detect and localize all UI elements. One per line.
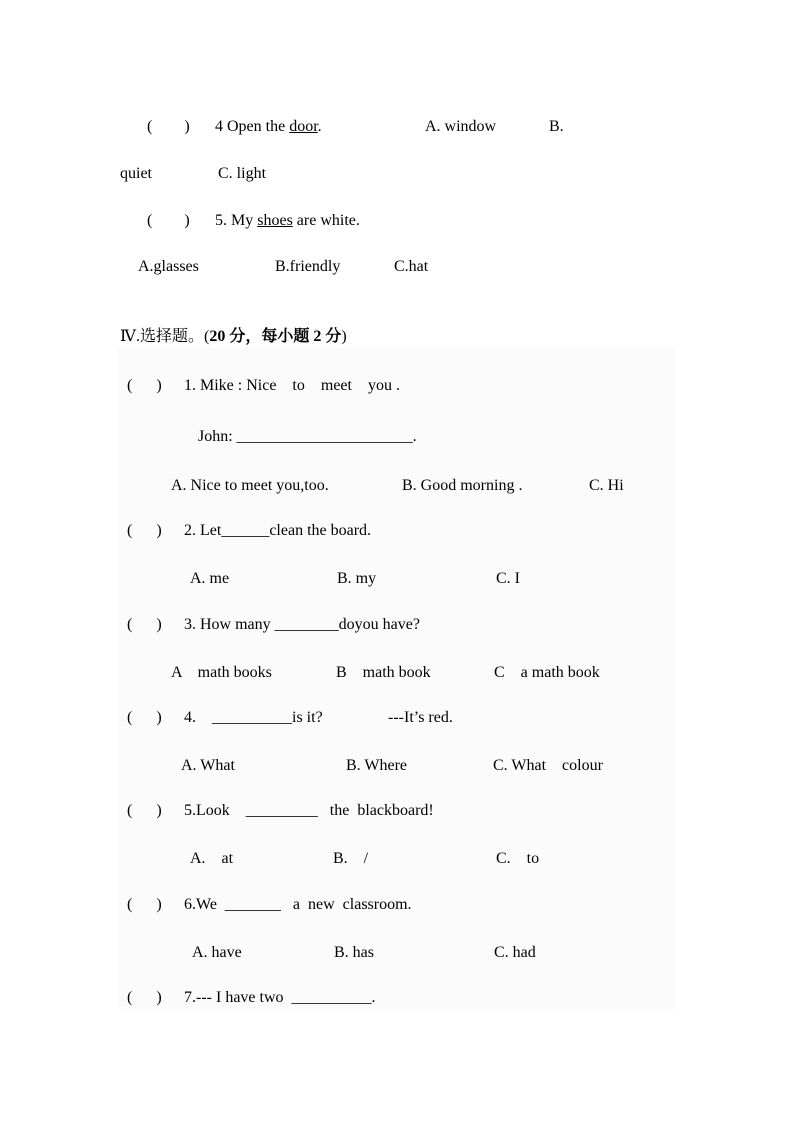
mc6-stem: 6.We _______ a new classroom. bbox=[184, 896, 412, 913]
section-heading bbox=[120, 327, 347, 347]
mc6-answer-blank: ( ) bbox=[127, 896, 162, 913]
q4-stem bbox=[215, 117, 322, 137]
mc5-option-c: C. to bbox=[496, 850, 540, 867]
q4-underlined-word: door bbox=[289, 118, 318, 135]
q5-stem-text: 5. My bbox=[215, 212, 258, 229]
mc4-reply: ---It’s red. bbox=[388, 709, 453, 726]
mc3-stem: 3. How many ________doyou have? bbox=[184, 616, 420, 633]
q4-option-c: C. light bbox=[218, 165, 267, 182]
mc3-option-c: C a math book bbox=[494, 664, 600, 681]
mc3-option-b: B math book bbox=[336, 664, 431, 681]
q4-stem-end: . bbox=[317, 118, 322, 135]
mc2-option-a: A. me bbox=[190, 570, 230, 587]
mc5-option-b: B. / bbox=[333, 850, 369, 867]
mc2-answer-blank: ( ) bbox=[127, 522, 162, 539]
q4-option-b-cont: quiet bbox=[120, 165, 152, 182]
mc4-answer-blank: ( ) bbox=[127, 709, 162, 726]
mc4-option-b: B. Where bbox=[346, 757, 408, 774]
mc1-stem: 1. Mike : Nice to meet you . bbox=[184, 377, 400, 394]
q5-stem bbox=[215, 211, 360, 231]
heading-suffix: ) bbox=[341, 328, 347, 345]
q4-option-a: A. window bbox=[425, 118, 497, 135]
mc5-option-a: A. at bbox=[190, 850, 234, 867]
q4-option-b: B. bbox=[549, 118, 564, 135]
mc5-answer-blank: ( ) bbox=[127, 802, 162, 819]
q5-option-c: C.hat bbox=[394, 258, 429, 275]
q5-option-a: A.glasses bbox=[138, 258, 199, 275]
q5-underlined-word: shoes bbox=[257, 212, 293, 229]
mc6-option-c: C. had bbox=[494, 944, 536, 961]
q5-answer-blank: ( ) bbox=[147, 212, 190, 229]
q4-answer-blank: ( ) bbox=[147, 118, 190, 135]
mc4-stem: 4. __________is it? bbox=[184, 709, 323, 726]
mc3-option-a: A math books bbox=[171, 664, 272, 681]
mc1-option-b: B. Good morning . bbox=[402, 477, 523, 494]
q5-stem-end: are white. bbox=[292, 212, 360, 229]
mc3-answer-blank: ( ) bbox=[127, 616, 162, 633]
heading-prefix: Ⅳ.选择题。( bbox=[120, 328, 210, 345]
mc6-option-b: B. has bbox=[334, 944, 374, 961]
mc7-answer-blank: ( ) bbox=[127, 989, 162, 1006]
mc2-option-b: B. my bbox=[337, 570, 377, 587]
mc6-option-a: A. have bbox=[192, 944, 242, 961]
mc1-dialogue-line: John: ______________________. bbox=[198, 428, 417, 445]
q4-stem-text: 4 Open the bbox=[215, 118, 290, 135]
mc5-stem: 5.Look _________ the blackboard! bbox=[184, 802, 434, 819]
q5-option-b: B.friendly bbox=[275, 258, 341, 275]
heading-score: 20 分，每小题 2 分 bbox=[209, 328, 342, 345]
mc1-option-a: A. Nice to meet you,too. bbox=[171, 477, 329, 494]
mc1-option-c: C. Hi bbox=[589, 477, 624, 494]
mc2-stem: 2. Let______clean the board. bbox=[184, 522, 372, 539]
mc1-answer-blank: ( ) bbox=[127, 377, 162, 394]
mc2-option-c: C. I bbox=[496, 570, 520, 587]
mc7-stem: 7.--- I have two __________. bbox=[184, 989, 376, 1006]
mc4-option-c: C. What colour bbox=[493, 757, 603, 774]
mc4-option-a: A. What bbox=[181, 757, 235, 774]
